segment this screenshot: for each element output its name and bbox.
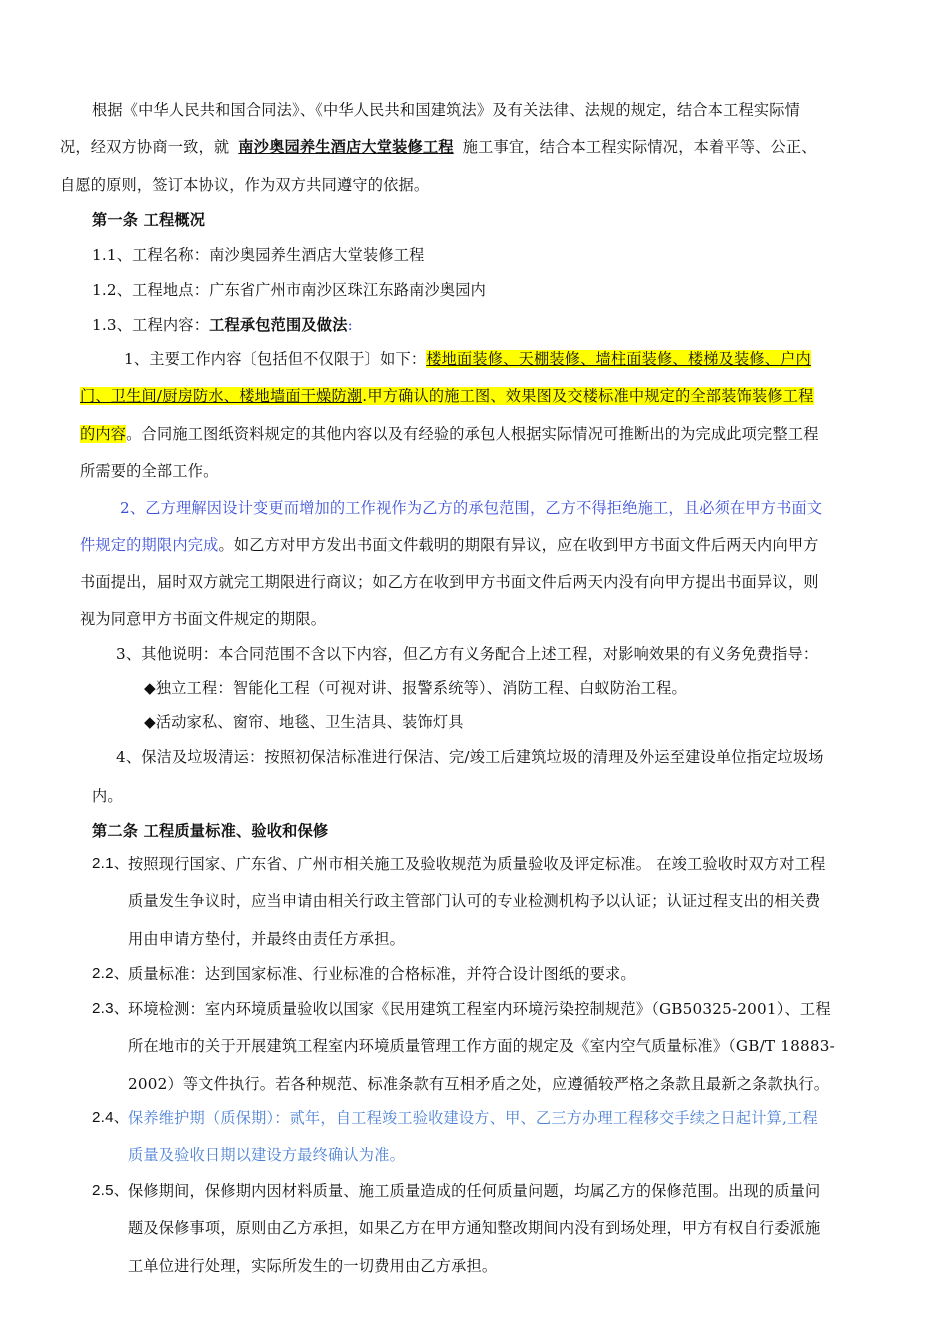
item-2-4-line-1: 保养维护期（质保期）：贰年，自工程竣工验收建设方、甲、乙三方办理工程移交手续之日起计算,工程 — [128, 1109, 818, 1127]
p1-highlight-3: 的内容 — [80, 425, 127, 443]
item-2-3-number: 2.3、 — [92, 1000, 130, 1017]
item-2-3-line-3: 2002）等文件执行。若各种规范、标准条款有互相矛盾之处，应遵循较严格之条款且最新之条款执行。 — [128, 1075, 830, 1093]
item-2-3-line-2: 所在地市的关于开展建筑工程室内环境质量管理工作方面的规定及《室内空气质量标准》（GB/T 18883- — [128, 1037, 835, 1055]
item-2-4-number: 2.4、 — [92, 1109, 130, 1126]
item-2-1-number: 2.1、 — [92, 855, 130, 872]
intro-line-1: 根据《中华人民共和国合同法》、《中华人民共和国建筑法》及有关法律、法规的规定，结合本工程实际情 — [92, 101, 801, 119]
p1-line-1 — [124, 348, 811, 370]
p1-line-3 — [80, 423, 819, 445]
p1-highlight-2b: .甲方确认的施工图、效果图及交楼标准中规定的全部装饰装修工程 — [362, 387, 814, 405]
p2-line-4: 视为同意甲方书面文件规定的期限。 — [80, 610, 327, 628]
p2-line-2 — [80, 534, 819, 556]
item-2-5-number: 2.5、 — [92, 1182, 130, 1199]
bullet-1: ◆独立工程：智能化工程（可视对讲、报警系统等）、消防工程、白蚁防治工程。 — [144, 679, 687, 697]
p1-highlight-1: 楼地面装修、天棚装修、墙柱面装修、楼梯及装修、户内 — [426, 350, 811, 368]
bullet-2: ◆活动家私、窗帘、地毯、卫生洁具、装饰灯具 — [144, 713, 464, 731]
item-2-5-line-3: 工单位进行处理，实际所发生的一切费用由乙方承担。 — [128, 1257, 498, 1275]
item-2-2-line-1: 质量标准：达到国家标准、行业标准的合格标准，并符合设计图纸的要求。 — [128, 965, 636, 983]
project-name: 南沙奥园养生酒店大堂装修工程 — [238, 138, 454, 156]
p1-intro: 1、主要工作内容〔包括但不仅限于〕如下： — [124, 350, 427, 368]
p2-line-3: 书面提出，届时双方就完工期限进行商议；如乙方在收到甲方书面文件后两天内没有向甲方提出书面异议，则 — [80, 573, 819, 591]
item-1-3-scope: 工程承包范围及做法 — [209, 316, 348, 334]
item-2-2-number: 2.2、 — [92, 965, 130, 982]
article-1-heading: 第一条 工程概况 — [92, 211, 206, 229]
intro-line-2 — [60, 136, 817, 158]
intro-line-2-start: 况，经双方协商一致，就 — [60, 138, 230, 156]
p4-line-1: 4、保洁及垃圾清运：按照初保洁标准进行保洁、完/竣工后建筑垃圾的清理及外运至建设单位指定垃圾场 — [116, 748, 824, 766]
item-1-3-prefix: 1.3、工程内容： — [92, 316, 210, 334]
item-1-3 — [92, 314, 353, 336]
item-2-4-line-2: 质量及验收日期以建设方最终确认为准。 — [128, 1146, 405, 1164]
item-1-1: 1.1、工程名称：南沙奥园养生酒店大堂装修工程 — [92, 246, 425, 264]
p4-line-2: 内。 — [92, 787, 123, 805]
p1-line-4: 所需要的全部工作。 — [80, 462, 219, 480]
item-1-2: 1.2、工程地点：广东省广州市南沙区珠江东路南沙奥园内 — [92, 281, 487, 299]
item-2-5-line-1: 保修期间，保修期内因材料质量、施工质量造成的任何质量问题，均属乙方的保修范围。出现的质量问 — [128, 1182, 821, 1200]
article-2-heading: 第二条 工程质量标准、验收和保修 — [92, 822, 329, 840]
p2-line-2-blue: 件规定的期限内完成 — [80, 536, 219, 554]
p3-line: 3、其他说明：本合同范围不含以下内容，但乙方有义务配合上述工程，对影响效果的有义务免费指导： — [116, 645, 819, 663]
intro-line-2-end: 施工事宜，结合本工程实际情况，本着平等、公正、 — [462, 138, 817, 156]
intro-line-3: 自愿的原则，签订本协议，作为双方共同遵守的依据。 — [60, 176, 430, 194]
item-2-3-line-1: 环境检测：室内环境质量验收以国家《民用建筑工程室内环境污染控制规范》（GB50325-2001）、工程 — [128, 1000, 831, 1018]
p2-line-1: 2、乙方理解因设计变更而增加的工作视作为乙方的承包范围，乙方不得拒绝施工，且必须在甲方书面文 — [120, 499, 823, 517]
p2-line-2-rest: 。如乙方对甲方发出书面文件载明的期限有异议，应在收到甲方书面文件后两天内向甲方 — [218, 536, 819, 554]
item-1-3-colon: : — [347, 316, 353, 334]
item-2-1-line-1: 按照现行国家、广东省、广州市相关施工及验收规范为质量验收及评定标准。 在竣工验收时双方对工程 — [128, 855, 826, 873]
p1-highlight-2a: 门、卫生间/厨房防水、楼地墙面干燥防潮 — [80, 387, 363, 405]
item-2-5-line-2: 题及保修事项，原则由乙方承担，如果乙方在甲方通知整改期间内没有到场处理，甲方有权自行委派施 — [128, 1219, 821, 1237]
p1-line-3-rest: 。合同施工图纸资料规定的其他内容以及有经验的承包人根据实际情况可推断出的为完成此项完整工程 — [126, 425, 819, 443]
p1-line-2 — [80, 385, 814, 407]
item-2-1-line-3: 用由申请方垫付，并最终由责任方承担。 — [128, 930, 405, 948]
item-2-1-line-2: 质量发生争议时，应当申请由相关行政主管部门认可的专业检测机构予以认证；认证过程支出的相关费 — [128, 892, 821, 910]
